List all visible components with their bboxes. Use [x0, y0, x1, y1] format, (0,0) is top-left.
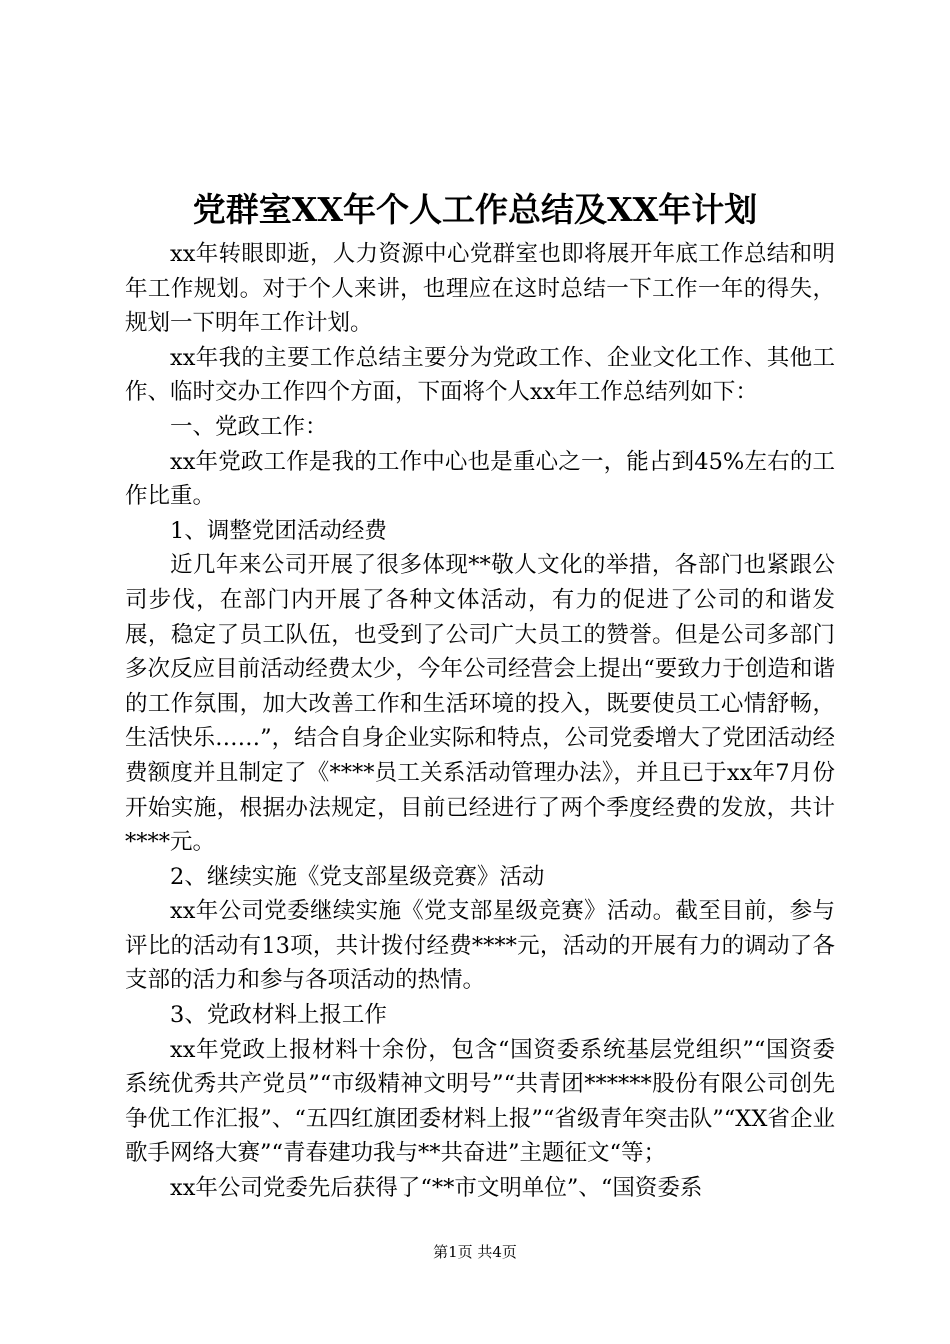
subsection-heading: 2、继续实施《党支部星级竞赛》活动	[170, 863, 545, 890]
paragraph: xx年党政工作是我的工作中心也是重心之一，能占到45%左右的工作比重。	[125, 448, 835, 510]
document-title: 党群室XX年个人工作总结及XX年计划	[192, 190, 758, 229]
page-footer: 第1页 共4页	[433, 1243, 517, 1261]
document-body	[125, 237, 835, 1206]
subsection-heading: 3、党政材料上报工作	[170, 1002, 387, 1029]
paragraph: xx年公司党委先后获得了“**市文明单位”、“国资委系	[170, 1175, 703, 1202]
paragraph: xx年转眼即逝，人力资源中心党群室也即将展开年底工作总结和明年工作规划。对于个人来讲，也理应在这时总结一下工作一年的得失，规划一下明年工作计划。	[125, 241, 835, 337]
paragraph: 近几年来公司开展了很多体现**敬人文化的举措，各部门也紧跟公司步伐，在部门内开展了各种文体活动，有力的促进了公司的和谐发展，稳定了员工队伍，也受到了公司广大员工的赞誉。但是公司多部门多次反应目前活动经费太少，今年公司经营会上提出“要致力于创造和谐的工作氛围，加大改善工作和生活环境的投入，既要使员工心情舒畅，生活快乐……”，结合自身企业实际和特点，公司党委增大了党团活动经费额度并且制定了《****员工关系活动管理办法》，并且已于xx年7月份开始实施，根据办法规定，目前已经进行了两个季度经费的发放，共计****元。	[125, 552, 835, 856]
paragraph: xx年党政上报材料十余份，包含“国资委系统基层党组织”“国资委系统优秀共产党员”“市级精神文明号”“共青团******股份有限公司创先争优工作汇报”、“五四红旗团委材料上报”“省级青年突击队”“XX省企业歌手网络大赛”“青春建功我与**共奋进”主题征文“等；	[125, 1036, 835, 1167]
subsection-heading: 1、调整党团活动经费	[170, 517, 387, 544]
paragraph: xx年公司党委继续实施《党支部星级竞赛》活动。截至目前，参与评比的活动有13项，共计拨付经费****元，活动的开展有力的调动了各支部的活力和参与各项活动的热情。	[125, 898, 835, 994]
section-heading: 一、党政工作：	[170, 413, 328, 440]
paragraph: xx年我的主要工作总结主要分为党政工作、企业文化工作、其他工作、临时交办工作四个方面，下面将个人xx年工作总结列如下：	[125, 344, 835, 406]
